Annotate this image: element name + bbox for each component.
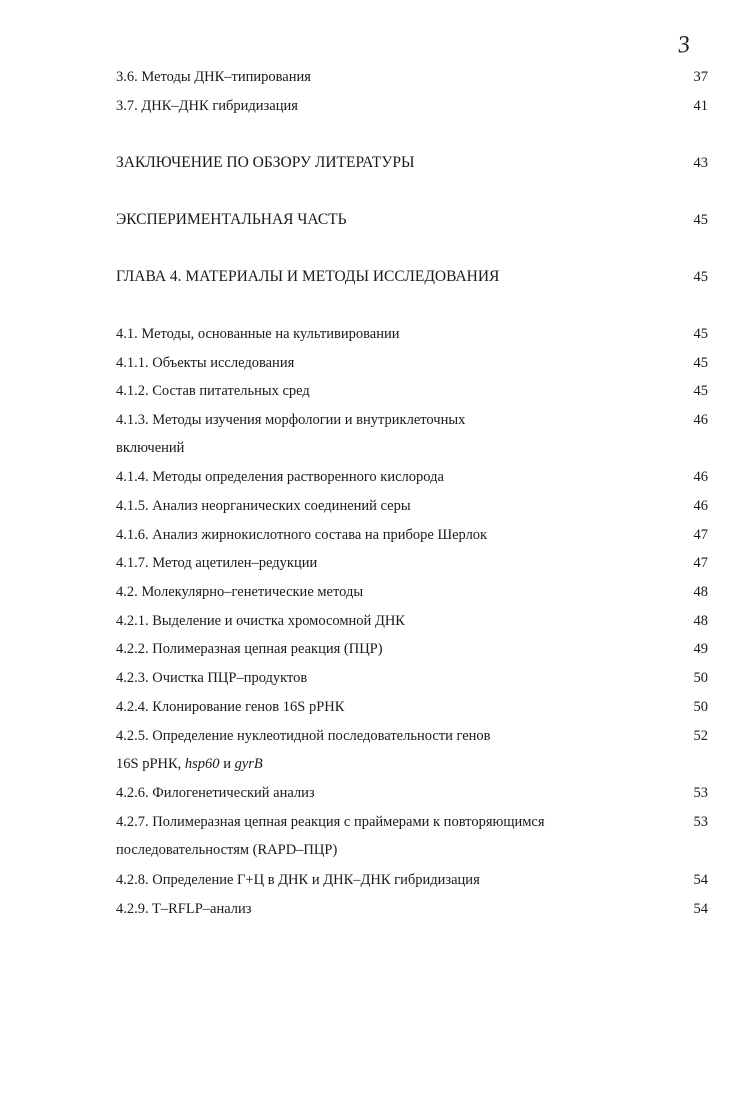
toc-entry-title-line1: 4.1.3. Методы изучения морфологии и внутриклеточных: [116, 412, 466, 428]
toc-entry-page: 53: [693, 814, 708, 830]
toc-entry-title: 3.7. ДНК–ДНК гибридизация: [116, 98, 298, 114]
toc-entry-page: 53: [693, 785, 708, 801]
toc-entry-title: 4.1.6. Анализ жирнокислотного состава на приборе Шерлок: [116, 527, 488, 543]
toc-entry-title: 4.2. Молекулярно–генетические методы: [116, 584, 364, 600]
toc-entry-page: 45: [693, 212, 708, 228]
toc-entry-title: [116, 808, 651, 864]
toc-entry-title: 4.2.1. Выделение и очистка хромосомной ДНК: [116, 613, 405, 629]
toc-entry-page: 54: [693, 901, 708, 917]
toc-entry-title: [116, 722, 651, 778]
toc-entry-page: 48: [693, 613, 708, 629]
toc-entry-page: 46: [693, 412, 708, 428]
toc-entry-page: 54: [693, 872, 708, 888]
toc-entry-page: 49: [693, 641, 708, 657]
toc-entry-page: 50: [693, 670, 708, 686]
toc-entry-title-text: и: [219, 756, 235, 772]
toc-entry-title: 4.1.4. Методы определения растворенного кислорода: [116, 469, 444, 485]
toc-entry-title-text: 16S рРНК,: [116, 756, 185, 772]
toc-entry-title: ЭКСПЕРИМЕНТАЛЬНАЯ ЧАСТЬ: [116, 211, 347, 228]
toc-entry-title: 4.1. Методы, основанные на культивировании: [116, 326, 400, 342]
toc-entry-page: 45: [693, 326, 708, 342]
toc-entry-page: 45: [693, 269, 708, 285]
toc-entry-title: 4.2.6. Филогенетический анализ: [116, 785, 315, 801]
toc-entry-title: 4.1.5. Анализ неорганических соединений серы: [116, 498, 411, 514]
toc-entry-page: 43: [693, 155, 708, 171]
toc-entry-page: 46: [693, 498, 708, 514]
toc-entry-title-line1: 4.2.5. Определение нуклеотидной последовательности генов: [116, 728, 491, 744]
toc-entry-title: 4.2.3. Очистка ПЦР–продуктов: [116, 670, 308, 686]
toc-entry-title: 4.2.4. Клонирование генов 16S рРНК: [116, 699, 345, 715]
toc-entry-page: 45: [693, 355, 708, 371]
toc-entry-page: 46: [693, 469, 708, 485]
toc-entry-title-line2: последовательностям (RAPD–ПЦР): [116, 842, 338, 858]
toc-entry-title: 4.1.2. Состав питательных сред: [116, 383, 310, 399]
toc-entry-title: ЗАКЛЮЧЕНИЕ ПО ОБЗОРУ ЛИТЕРАТУРЫ: [116, 154, 415, 171]
toc-entry-title: 4.2.8. Определение Г+Ц в ДНК и ДНК–ДНК гибридизация: [116, 872, 480, 888]
toc-entry-title-line2: включений: [116, 440, 185, 456]
toc-entry-title-line1: 4.2.7. Полимеразная цепная реакция с праймерами к повторяющимся: [116, 814, 545, 830]
handwritten-page-mark: 3: [676, 31, 692, 59]
toc-entry-title: 4.2.9. T–RFLP–анализ: [116, 901, 252, 917]
toc-entry-page: 47: [693, 555, 708, 571]
toc-entry-page: 45: [693, 383, 708, 399]
toc-entry-title: 3.6. Методы ДНК–типирования: [116, 69, 311, 85]
toc-entry-title: 4.1.1. Объекты исследования: [116, 355, 295, 371]
toc-entry-page: 41: [693, 98, 708, 114]
toc-entry-page: 52: [693, 728, 708, 744]
toc-entry-title: 4.2.2. Полимеразная цепная реакция (ПЦР): [116, 641, 383, 657]
gene-name-gyrb: gyrB: [234, 756, 263, 772]
toc-entry-title-line2: [116, 750, 651, 778]
toc-entry-page: 48: [693, 584, 708, 600]
toc-entry-page: 37: [693, 69, 708, 85]
toc-entry-page: 50: [693, 699, 708, 715]
toc-entry-page: 47: [693, 527, 708, 543]
toc-entry-title: [116, 406, 651, 462]
toc-entry-title: ГЛАВА 4. МАТЕРИАЛЫ И МЕТОДЫ ИССЛЕДОВАНИЯ: [116, 268, 500, 285]
toc-entry-title: 4.1.7. Метод ацетилен–редукции: [116, 555, 318, 571]
gene-name-hsp60: hsp60: [184, 756, 220, 772]
